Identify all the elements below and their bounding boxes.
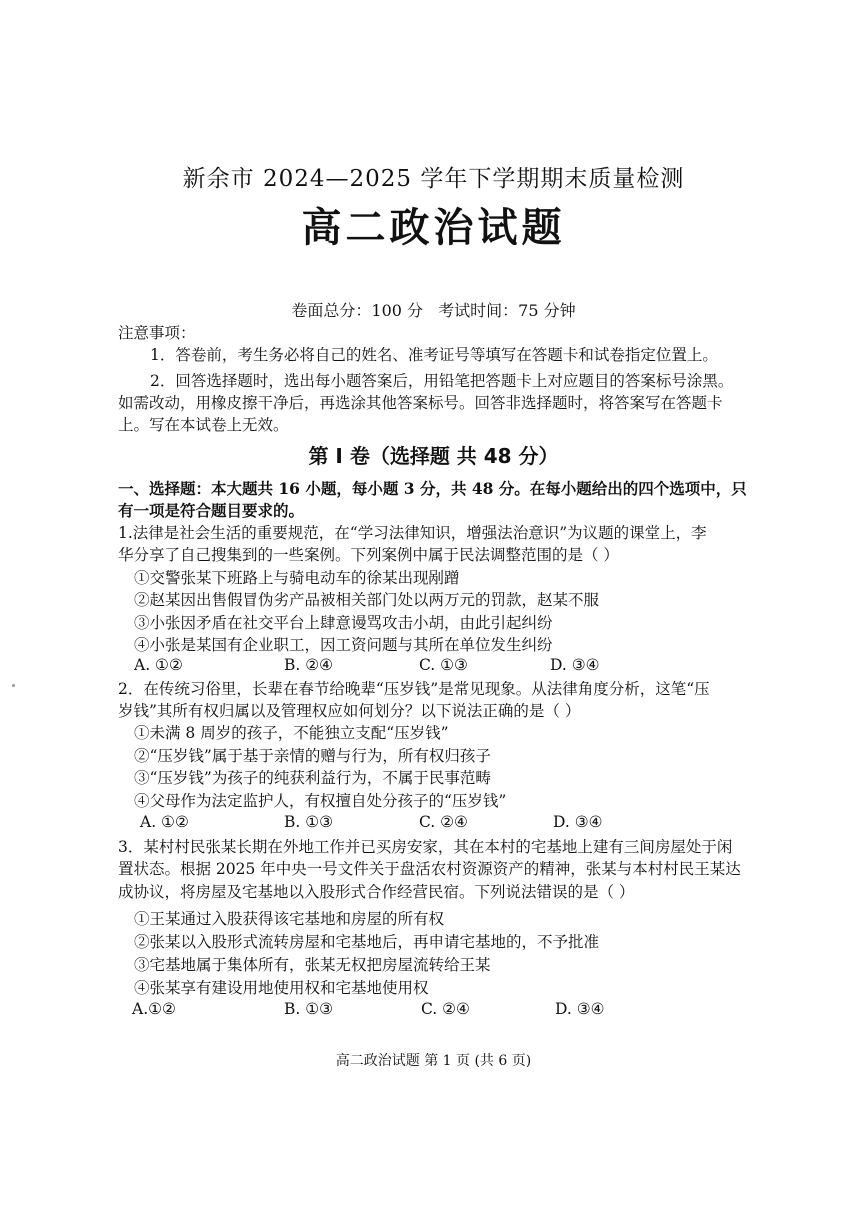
question-3-stem: 置状态。根据 2025 年中央一号文件关于盘活农村资源资产的精神，张某与本村村民王某达 — [118, 860, 741, 878]
option-c: C. ②④ — [421, 1000, 470, 1018]
option-a: A. ①② — [134, 656, 183, 674]
question-3-stem: 成协议，将房屋及宅基地以入股形式合作经营民宿。下列说法错误的是（ ） — [118, 883, 635, 901]
page-footer: 高二政治试题 第 1 页 (共 6 页) — [335, 1053, 532, 1069]
question-3-stem: 3．某村村民张某长期在外地工作并已买房安家，其在本村的宅基地上建有三间房屋处于闲 — [118, 838, 733, 856]
exam-time: 考试时间：75 分钟 — [438, 301, 576, 320]
question-3-item: ③宅基地属于集体所有，张某无权把房屋流转给王某 — [134, 956, 491, 974]
option-d: D. ③④ — [550, 656, 600, 674]
exam-meta — [0, 298, 867, 321]
notice-label: 注意事项： — [118, 324, 196, 342]
question-1-item: ②赵某因出售假冒伪劣产品被相关部门处以两万元的罚款，赵某不服 — [134, 591, 600, 609]
option-a: A. ①② — [140, 813, 189, 831]
question-1-options — [134, 656, 734, 678]
section-intro: 一、选择题：本大题共 16 小题，每小题 3 分，共 48 分。在每小题给出的四个选项中，只 — [118, 479, 747, 498]
question-1-item: ④小张是某国有企业职工，因工资问题与其所在单位发生纠纷 — [134, 636, 553, 654]
option-d: D. ③④ — [555, 1000, 605, 1018]
option-d: D. ③④ — [553, 813, 603, 831]
question-2-stem: 2．在传统习俗里，长辈在春节给晚辈“压岁钱”是常见现象。从法律角度分析，这笔“压 — [118, 680, 710, 698]
question-1-stem: 1.法律是社会生活的重要规范，在“学习法律知识，增强法治意识”为议题的课堂上，李 — [118, 524, 707, 542]
notice-line: 如需改动，用橡皮擦干净后，再选涂其他答案标号。回答非选择题时，将答案写在答题卡 — [118, 394, 723, 412]
question-1-stem: 华分享了自己搜集到的一些案例。下列案例中属于民法调整范围的是（ ） — [118, 546, 619, 564]
question-2-item: ①未满 8 周岁的孩子，不能独立支配“压岁钱” — [134, 724, 449, 742]
question-1-item: ①交警张某下班路上与骑电动车的徐某出现剐蹭 — [134, 569, 460, 587]
question-1-item: ③小张因矛盾在社交平台上肆意谩骂攻击小胡，由此引起纠纷 — [134, 614, 553, 632]
question-3-item: ②张某以入股形式流转房屋和宅基地后，再申请宅基地的，不予批准 — [134, 933, 600, 951]
question-3-item: ④张某享有建设用地使用权和宅基地使用权 — [134, 979, 429, 997]
section-intro: 有一项是符合题目要求的。 — [118, 501, 305, 520]
notice-line: 1．答卷前，考生务必将自己的姓名、准考证号等填写在答题卡和试卷指定位置上。 — [150, 346, 718, 364]
total-score: 卷面总分：100 分 — [291, 301, 424, 320]
option-b: B. ②④ — [284, 656, 334, 674]
exam-subtitle: 新余市 2024—2025 学年下学期期末质量检测 — [182, 166, 685, 192]
question-3-item: ①王某通过入股获得该宅基地和房屋的所有权 — [134, 910, 445, 928]
option-c: C. ②④ — [419, 813, 468, 831]
notice-line: 上。写在本试卷上无效。 — [118, 416, 289, 434]
question-2-item: ②“压岁钱”属于基于亲情的赠与行为，所有权归孩子 — [134, 747, 491, 765]
question-2-options — [140, 813, 740, 835]
option-a: A.①② — [132, 1000, 176, 1018]
question-2-item: ④父母作为法定监护人，有权擅自处分孩子的“压岁钱” — [134, 792, 507, 810]
question-3-options — [132, 1000, 732, 1022]
option-b: B. ①③ — [284, 1000, 334, 1018]
option-c: C. ①③ — [419, 656, 468, 674]
question-2-stem: 岁钱”其所有权归属以及管理权应如何划分？以下说法正确的是（ ） — [118, 702, 581, 720]
option-b: B. ①③ — [284, 813, 334, 831]
question-2-item: ③“压岁钱”为孩子的纯获利益行为，不属于民事范畴 — [134, 769, 491, 787]
notice-line: 2．回答选择题时，选出每小题答案后，用铅笔把答题卡上对应题目的答案标号涂黑。 — [150, 372, 734, 390]
exam-title: 高二政治试题 — [301, 205, 566, 251]
scan-speck — [12, 684, 15, 687]
section-title: 第 I 卷（选择题 共 48 分） — [308, 444, 559, 468]
